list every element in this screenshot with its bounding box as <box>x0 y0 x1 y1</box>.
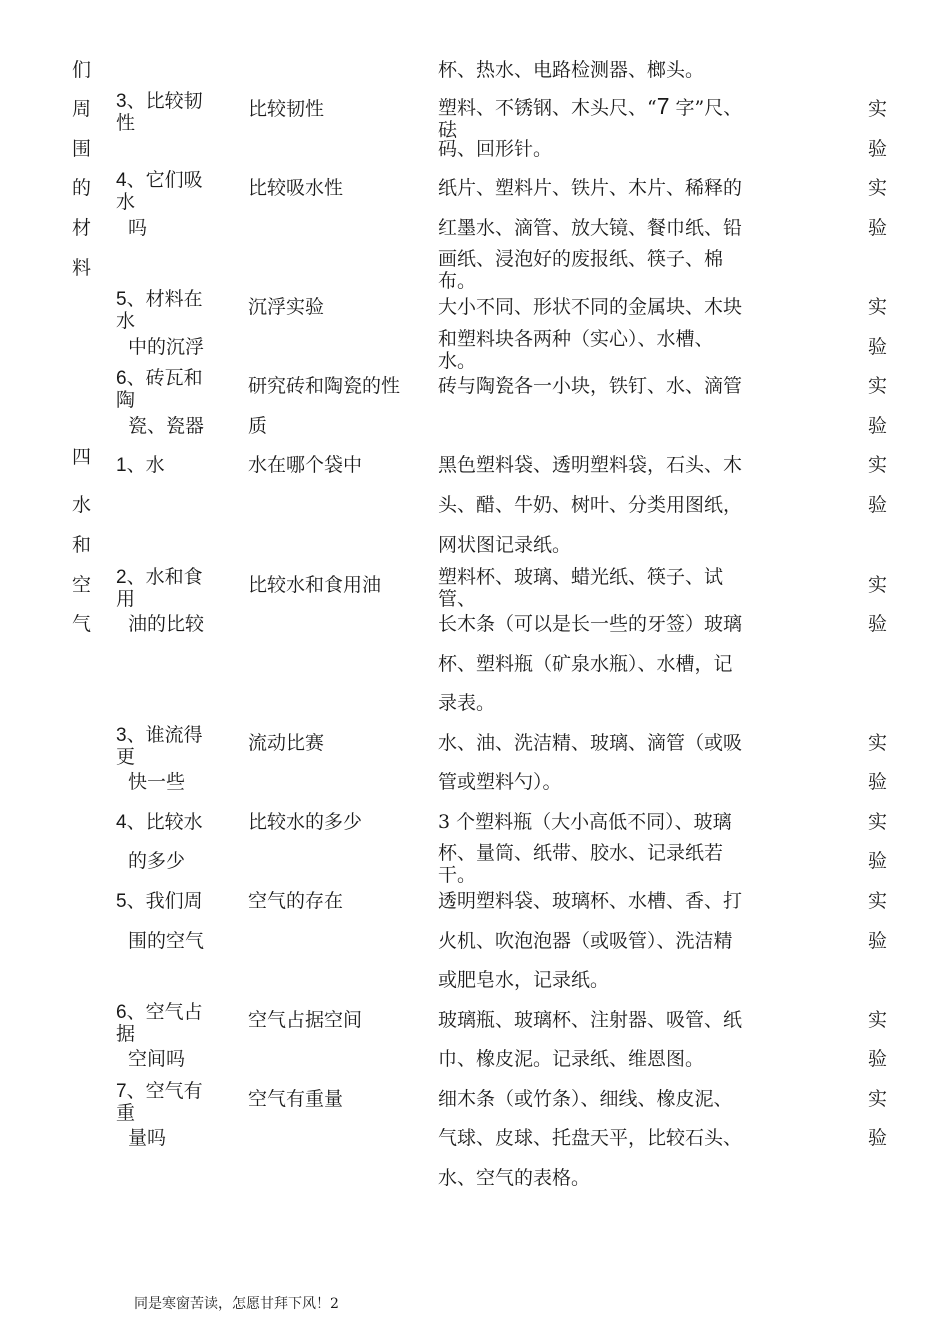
materials-clipped: 管、 <box>438 588 477 610</box>
type-char: 验 <box>868 336 888 358</box>
experiment-name: 比较水和食用油 <box>248 574 382 596</box>
materials-line: 和塑料块各两种（实心）、水槽、 <box>438 328 714 350</box>
unit3-char: 的 <box>72 177 92 199</box>
lesson-title: 6、空气占 <box>116 1001 203 1023</box>
materials-line: 水、空气的表格。 <box>438 1167 591 1189</box>
lesson-title-clipped: 重 <box>116 1102 136 1124</box>
materials-line: 杯、量筒、纸带、胶水、记录纸若 <box>438 842 724 864</box>
materials-clipped: 布。 <box>438 270 477 292</box>
lesson-title: 围的空气 <box>128 930 205 952</box>
type-char: 实 <box>868 454 888 476</box>
lesson-title: 3、比较韧 <box>116 90 203 112</box>
materials-line: 杯、塑料瓶（矿泉水瓶）、水槽，记 <box>438 653 733 675</box>
type-char: 实 <box>868 375 888 397</box>
type-char: 验 <box>868 850 888 872</box>
materials-line: 火机、吹泡泡器（或吸管）、洗洁精 <box>438 930 733 952</box>
type-char: 实 <box>868 890 888 912</box>
type-char: 验 <box>868 613 888 635</box>
unit3-char: 们 <box>72 59 92 81</box>
materials-line: 玻璃瓶、玻璃杯、注射器、吸管、纸 <box>438 1009 743 1031</box>
materials-line: 红墨水、滴管、放大镜、餐巾纸、铅 <box>438 217 743 239</box>
materials-line: 细木条（或竹条）、细线、橡皮泥、 <box>438 1088 733 1110</box>
unit3-char: 料 <box>72 257 92 279</box>
lesson-title: 3、谁流得 <box>116 724 203 746</box>
materials-line: 黑色塑料袋、透明塑料袋，石头、木 <box>438 454 743 476</box>
materials-clipped: 水。 <box>438 350 477 372</box>
type-char: 实 <box>868 574 888 596</box>
lesson-title: 5、材料在 <box>116 288 203 310</box>
lesson-title: 油的比较 <box>128 613 205 635</box>
page-footer: 同是寒窗苦读，怎愿甘拜下风！2 <box>134 1296 339 1312</box>
experiment-name: 比较吸水性 <box>248 177 344 199</box>
lesson-title: 5、我们周 <box>116 890 203 912</box>
unit4-char: 气 <box>72 613 92 635</box>
type-char: 验 <box>868 217 888 239</box>
materials-line: 杯、热水、电路检测器、榔头。 <box>438 59 705 81</box>
lesson-title: 6、砖瓦和 <box>116 367 203 389</box>
type-char: 验 <box>868 494 888 516</box>
experiment-name: 质 <box>248 415 268 437</box>
type-char: 实 <box>868 1088 888 1110</box>
lesson-title-clipped: 水 <box>116 310 136 332</box>
materials-line: 透明塑料袋、玻璃杯、水槽、香、打 <box>438 890 743 912</box>
type-char: 验 <box>868 138 888 160</box>
materials-clipped: 砝 <box>438 119 458 141</box>
type-char: 验 <box>868 1048 888 1070</box>
materials-line: 画纸、浸泡好的废报纸、筷子、棉 <box>438 248 724 270</box>
type-char: 实 <box>868 177 888 199</box>
lesson-title-clipped: 更 <box>116 746 136 768</box>
type-char: 实 <box>868 98 888 120</box>
lesson-title: 4、它们吸 <box>116 169 203 191</box>
experiment-name: 比较水的多少 <box>248 811 363 833</box>
unit4-char: 和 <box>72 534 92 556</box>
materials-line: 纸片、塑料片、铁片、木片、稀释的 <box>438 177 743 199</box>
type-char: 实 <box>868 732 888 754</box>
lesson-title: 1、水 <box>116 454 165 476</box>
materials-line: 头、醋、牛奶、树叶、分类用图纸， <box>438 494 743 516</box>
lesson-title: 2、水和食 <box>116 566 203 588</box>
lesson-title: 4、比较水 <box>116 811 203 833</box>
experiment-name: 水在哪个袋中 <box>248 454 363 476</box>
materials-clipped: 干。 <box>438 864 477 886</box>
experiment-name: 比较韧性 <box>248 98 325 120</box>
type-char: 验 <box>868 415 888 437</box>
lesson-title-clipped: 用 <box>116 588 136 610</box>
lesson-title: 的多少 <box>128 850 186 872</box>
type-char: 实 <box>868 296 888 318</box>
lesson-title: 快一些 <box>128 771 186 793</box>
lesson-title: 7、空气有 <box>116 1080 203 1102</box>
lesson-title: 空间吗 <box>128 1048 186 1070</box>
type-char: 验 <box>868 930 888 952</box>
unit3-char: 周 <box>72 98 92 120</box>
lesson-title: 吗 <box>128 217 148 239</box>
materials-line: 网状图记录纸。 <box>438 534 572 556</box>
unit4-char: 四 <box>72 446 92 468</box>
lesson-title-clipped: 陶 <box>116 389 136 411</box>
unit3-char: 围 <box>72 138 92 160</box>
experiment-name: 研究砖和陶瓷的性 <box>248 375 401 397</box>
unit4-char: 水 <box>72 494 92 516</box>
materials-line: 气球、皮球、托盘天平，比较石头、 <box>438 1127 743 1149</box>
type-char: 实 <box>868 1009 888 1031</box>
lesson-title: 瓷、瓷器 <box>128 415 205 437</box>
materials-line: 3 个塑料瓶（大小高低不同）、玻璃 <box>438 811 732 833</box>
type-char: 验 <box>868 1127 888 1149</box>
materials-line: 砖与陶瓷各一小块，铁钉、水、滴管 <box>438 375 743 397</box>
materials-line: 或肥皂水，记录纸。 <box>438 969 610 991</box>
materials-line: 塑料、不锈钢、木头尺、“7 字”尺、 <box>438 93 743 119</box>
lesson-title-clipped: 据 <box>116 1023 136 1045</box>
lesson-title: 中的沉浮 <box>128 336 205 358</box>
lesson-title-clipped: 水 <box>116 191 136 213</box>
lesson-title-clipped: 性 <box>116 112 136 134</box>
experiment-name: 流动比赛 <box>248 732 325 754</box>
experiment-name: 空气占据空间 <box>248 1009 363 1031</box>
unit3-char: 材 <box>72 217 92 239</box>
unit4-char: 空 <box>72 574 92 596</box>
experiment-name: 沉浮实验 <box>248 296 325 318</box>
experiment-name: 空气有重量 <box>248 1088 344 1110</box>
materials-line: 长木条（可以是长一些的牙签）玻璃 <box>438 613 743 635</box>
materials-line: 码、回形针。 <box>438 138 553 160</box>
materials-line: 巾、橡皮泥。记录纸、维恩图。 <box>438 1048 705 1070</box>
materials-line: 录表。 <box>438 692 496 714</box>
type-char: 实 <box>868 811 888 833</box>
materials-line: 大小不同、形状不同的金属块、木块 <box>438 296 743 318</box>
materials-line: 管或塑料勺）。 <box>438 771 562 793</box>
experiment-name: 空气的存在 <box>248 890 344 912</box>
lesson-title: 量吗 <box>128 1127 167 1149</box>
materials-line: 水、油、洗洁精、玻璃、滴管（或吸 <box>438 732 743 754</box>
materials-line: 塑料杯、玻璃、蜡光纸、筷子、试 <box>438 566 724 588</box>
type-char: 验 <box>868 771 888 793</box>
